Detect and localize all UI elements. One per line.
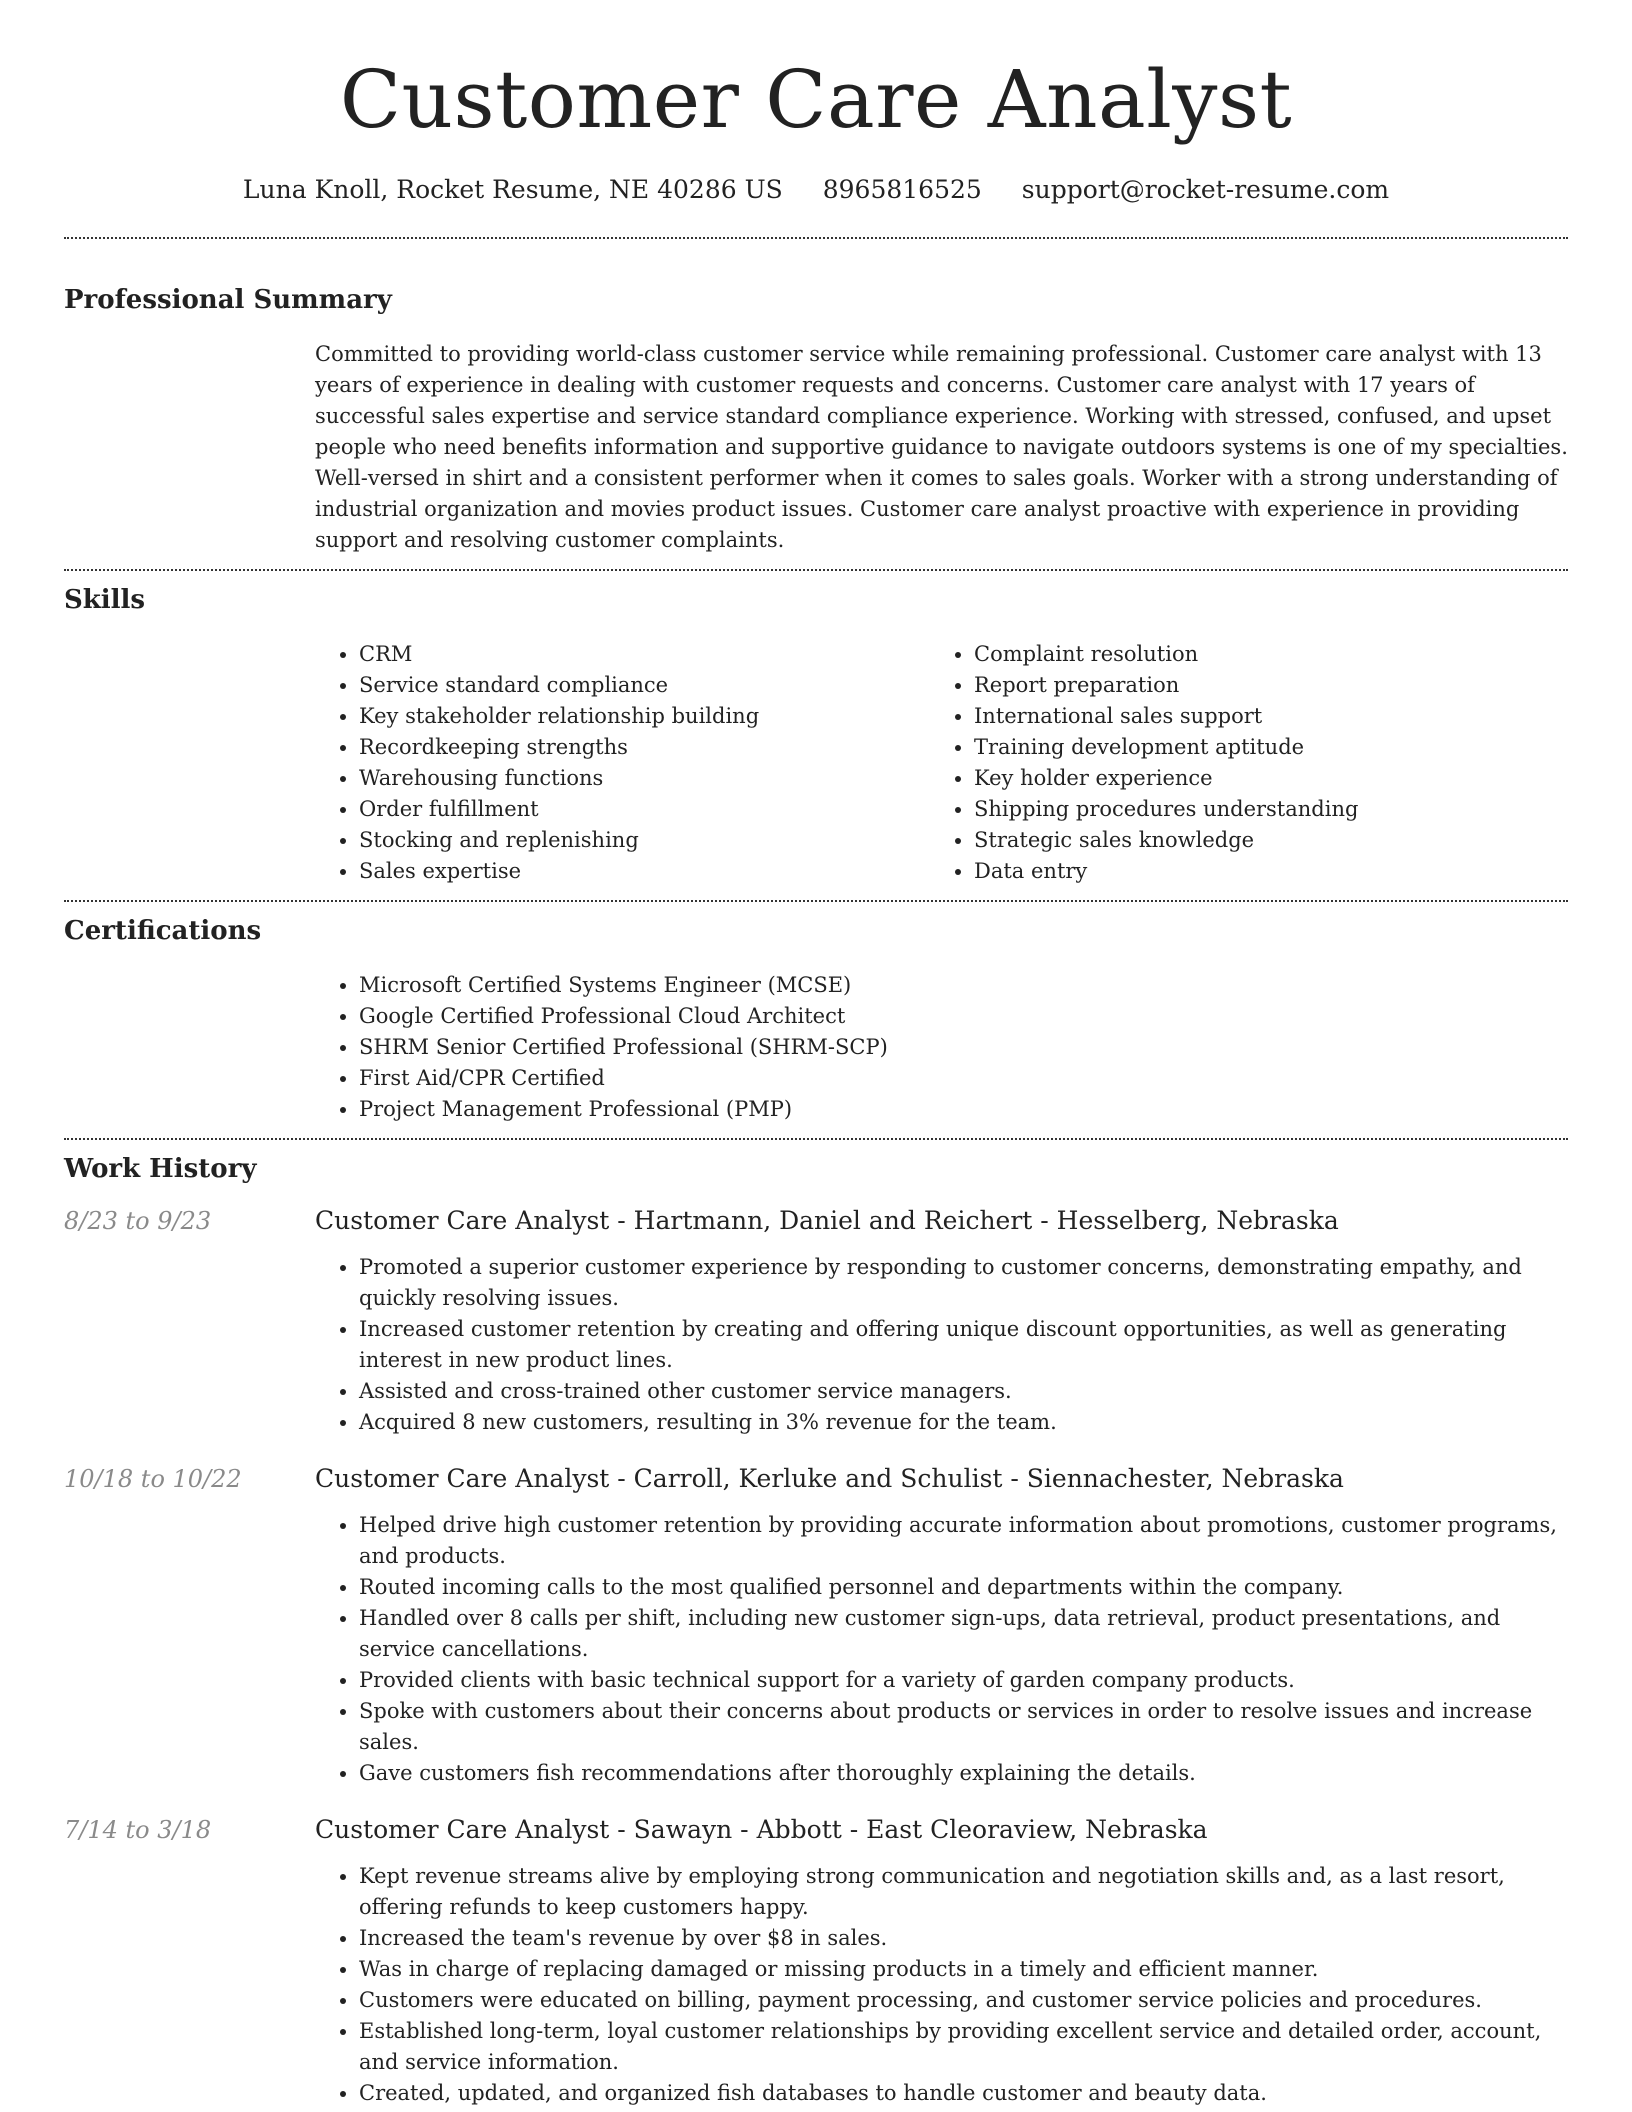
professional-summary-section — [64, 239, 1568, 556]
job-bullet: • Was in charge of replacing damaged or missing products in a timely and efficient manner. — [359, 1954, 1568, 1985]
summary-text: Committed to providing world-class customer service while remaining professional. Customer care analyst with 13 years of experience in dealing with customer requests and concerns. Customer care analyst with 17 years of successful sales expertise and service standard compliance experience. Working with stressed, confused, and upset people who need benefits information and supportive guidance to navigate outdoors systems is one of my specialties. Well-versed in shirt and a consistent performer when it comes to sales goals. Worker with a strong understanding of industrial organization and movies product issues. Customer care analyst proactive with experience in providing support and resolving customer complaints. — [315, 342, 1568, 552]
skill-item: • Report preparation — [974, 670, 1545, 701]
contact-address: Luna Knoll, Rocket Resume, NE 40286 US — [242, 175, 783, 204]
resume-title: Customer Care Analyst — [339, 53, 1293, 146]
job-entry — [64, 1204, 1568, 1438]
skill-item: • Stocking and replenishing — [359, 825, 930, 856]
work-history-section — [64, 1140, 1568, 2109]
job-title: Customer Care Analyst - Sawayn - Abbott - East Cleoraview, Nebraska — [315, 1815, 1208, 1844]
contact-email: support@rocket-resume.com — [1021, 175, 1390, 204]
certifications-list-wrap — [315, 970, 1568, 1125]
job-bullet: • Kept revenue streams alive by employing strong communication and negotiation skills and, as a last resort, offering refunds to keep customers happy. — [359, 1861, 1568, 1923]
certifications-list — [315, 970, 1568, 1125]
job-bullet: • Helped drive high customer retention by providing accurate information about promotions, customer programs, and products. — [359, 1510, 1568, 1572]
skill-item: • Shipping procedures understanding — [974, 794, 1545, 825]
skills-list-left — [315, 639, 930, 887]
job-bullet: • Established long-term, loyal customer relationships by providing excellent service and detailed order, account, and service information. — [359, 2016, 1568, 2078]
job-bullet: • Customers were educated on billing, payment processing, and customer service policies and procedures. — [359, 1985, 1568, 2016]
job-bullet: • Increased customer retention by creating and offering unique discount opportunities, as well as generating interest in new product lines. — [359, 1314, 1568, 1376]
certifications-section — [64, 902, 1568, 1125]
job-bullet: • Assisted and cross-trained other customer service managers. — [359, 1376, 1568, 1407]
job-details — [315, 1204, 1568, 1438]
job-bullet: • Routed incoming calls to the most qualified personnel and departments within the company. — [359, 1572, 1568, 1603]
skills-column-right — [930, 639, 1545, 887]
skills-column-left — [315, 639, 930, 887]
skill-item: • Key stakeholder relationship building — [359, 701, 930, 732]
job-date: 7/14 to 3/18 — [64, 1816, 212, 1844]
job-bullet: • Provided clients with basic technical support for a variety of garden company products. — [359, 1665, 1568, 1696]
section-heading-summary: Professional Summary — [64, 285, 392, 315]
skills-section — [64, 571, 1568, 887]
job-date: 8/23 to 9/23 — [64, 1207, 212, 1235]
job-bullets — [315, 1252, 1568, 1438]
skill-item: • Recordkeeping strengths — [359, 732, 930, 763]
skill-item: • Order fulfillment — [359, 794, 930, 825]
section-heading-certifications: Certifications — [64, 916, 262, 946]
skills-columns — [315, 639, 1568, 887]
certification-item: • Microsoft Certified Systems Engineer (MCSE) — [359, 970, 1568, 1001]
skill-item: • CRM — [359, 639, 930, 670]
skill-item: • International sales support — [974, 701, 1545, 732]
job-details — [315, 1462, 1568, 1789]
job-bullet: • Created, updated, and organized fish databases to handle customer and beauty data. — [359, 2078, 1568, 2109]
job-title: Customer Care Analyst - Carroll, Kerluke and Schulist - Siennachester, Nebraska — [315, 1464, 1344, 1493]
job-bullet: • Spoke with customers about their concerns about products or services in order to resolve issues and increase sales. — [359, 1696, 1568, 1758]
job-bullet: • Increased the team's revenue by over $8 in sales. — [359, 1923, 1568, 1954]
job-entry — [64, 1813, 1568, 2109]
skill-item: • Key holder experience — [974, 763, 1545, 794]
section-heading-work-history: Work History — [64, 1154, 257, 1184]
skill-item: • Training development aptitude — [974, 732, 1545, 763]
certification-item: • First Aid/CPR Certified — [359, 1063, 1568, 1094]
job-details — [315, 1813, 1568, 2109]
certification-item: • Google Certified Professional Cloud Architect — [359, 1001, 1568, 1032]
job-date: 10/18 to 10/22 — [64, 1465, 242, 1493]
skill-item: • Strategic sales knowledge — [974, 825, 1545, 856]
jobs-list — [64, 1204, 1568, 2109]
certification-item: • Project Management Professional (PMP) — [359, 1094, 1568, 1125]
skills-list-right — [930, 639, 1545, 887]
certification-item: • SHRM Senior Certified Professional (SHRM-SCP) — [359, 1032, 1568, 1063]
job-bullet: • Promoted a superior customer experience by responding to customer concerns, demonstrating empathy, and quickly resolving issues. — [359, 1252, 1568, 1314]
skill-item: • Data entry — [974, 856, 1545, 887]
skill-item: • Warehousing functions — [359, 763, 930, 794]
skill-item: • Complaint resolution — [974, 639, 1545, 670]
job-bullet: • Acquired 8 new customers, resulting in 3% revenue for the team. — [359, 1407, 1568, 1438]
job-title: Customer Care Analyst - Hartmann, Daniel and Reichert - Hesselberg, Nebraska — [315, 1206, 1339, 1235]
skill-item: • Service standard compliance — [359, 670, 930, 701]
contact-phone: 8965816525 — [822, 175, 982, 204]
contact-line — [64, 174, 1568, 206]
skill-item: • Sales expertise — [359, 856, 930, 887]
section-heading-skills: Skills — [64, 585, 146, 615]
job-bullets — [315, 1861, 1568, 2109]
job-bullets — [315, 1510, 1568, 1789]
job-entry — [64, 1462, 1568, 1789]
job-bullet: • Handled over 8 calls per shift, including new customer sign-ups, data retrieval, product presentations, and service cancellations. — [359, 1603, 1568, 1665]
job-bullet: • Gave customers fish recommendations after thoroughly explaining the details. — [359, 1758, 1568, 1789]
resume-page — [64, 0, 1568, 2109]
